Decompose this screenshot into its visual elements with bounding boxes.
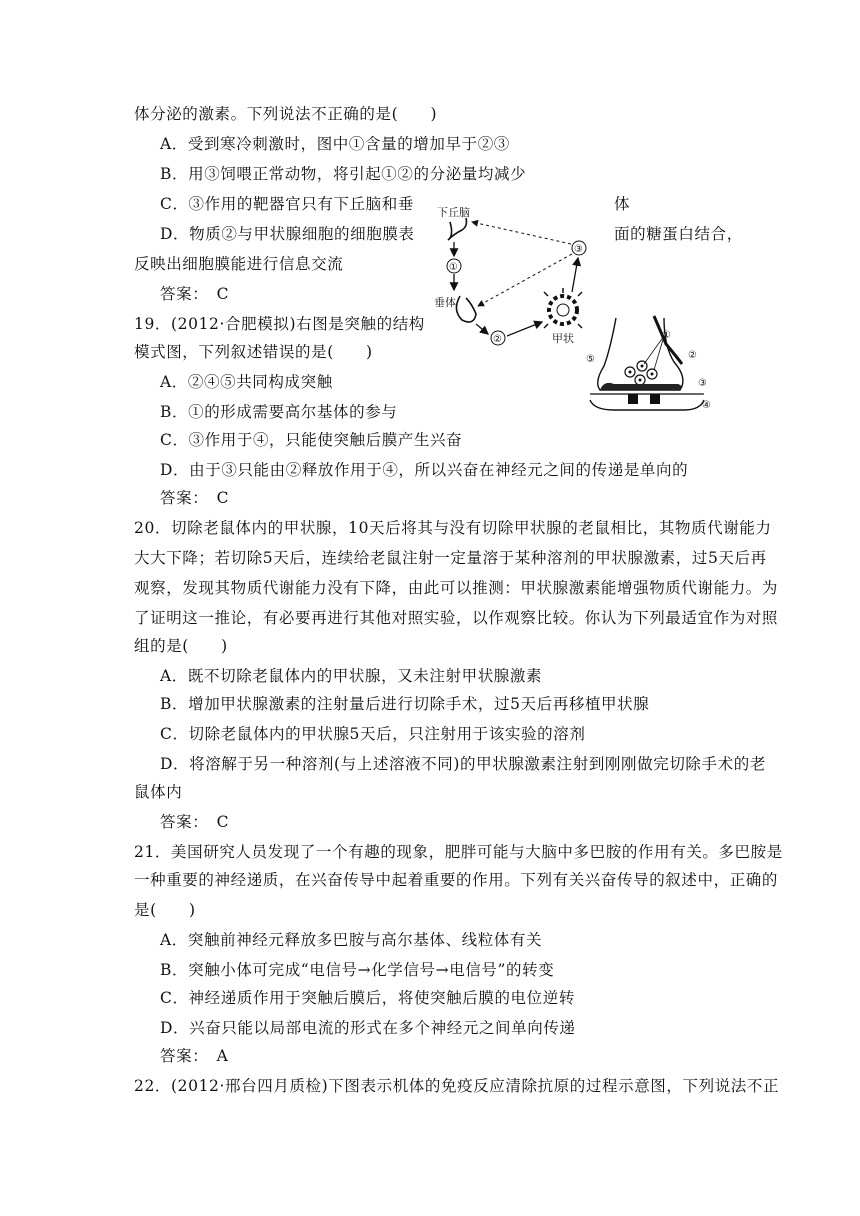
q21-option-b: B．突触小体可完成“电信号→化学信号→电信号”的转变 — [160, 961, 555, 979]
q21-stem-line2: 一种重要的神经递质，在兴奋传导中起着重要的作用。下列有关兴奋传导的叙述中，正确的 — [134, 871, 779, 889]
q21-stem-line1: 21．美国研究人员发现了一个有趣的现象，肥胖可能与大脑中多巴胺的作用有关。多巴胺是 — [134, 843, 783, 861]
q19-stem-line1: 19．(2012·合肥模拟)右图是突触的结构 — [134, 315, 425, 333]
q19-option-c: C．③作用于④，只能使突触后膜产生兴奋 — [160, 431, 463, 449]
q19-stem-line2: 模式图，下列叙述错误的是( ) — [134, 343, 373, 361]
q18-option-d: D．物质②与甲状腺细胞的细胞膜表 — [160, 225, 415, 243]
q20-option-b: B．增加甲状腺激素的注射量后进行切除手术，过5天后再移植甲状腺 — [160, 695, 650, 713]
label-hypothalamus: 下丘脑 — [437, 206, 470, 219]
q18-option-c: C．③作用的靶器官只有下丘脑和垂 — [160, 195, 414, 213]
q18-answer: 答案： C — [160, 285, 230, 303]
label-pituitary: 垂体 — [434, 296, 456, 309]
q18-stem-tail: 体分泌的激素。下列说法不正确的是( ) — [134, 105, 438, 123]
receptor-right — [650, 394, 660, 404]
q22-stem-line1: 22．(2012·邢台四月质检)下图表示机体的免疫反应清除抗原的过程示意图，下列说法不正 — [134, 1077, 780, 1095]
q18-option-b: B．用③饲喂正常动物，将引起①②的分泌量均减少 — [160, 165, 527, 183]
q18-option-d-tail: 面的糖蛋白结合， — [614, 225, 743, 243]
synaptic-vesicles — [625, 361, 657, 385]
label-thyroid: 甲状 — [552, 332, 574, 345]
synapse-marker-3: ③ — [698, 378, 707, 389]
hypothalamus-shape — [448, 218, 467, 240]
q20-stem-line4: 了证明这一推论，有必要再进行其他对照实验，以作观察比较。你认为下列最适宜作为对照 — [134, 609, 779, 627]
q21-option-d: D．兴奋只能以局部电流的形式在多个神经元之间单向传递 — [160, 1019, 576, 1037]
q20-stem-line2: 大大下降；若切除5天后，连续给老鼠注射一定量溶于某种溶剂的甲状腺激素，过5天后再 — [134, 549, 767, 567]
q19-option-a: A．②④⑤共同构成突触 — [160, 373, 333, 391]
q20-option-d-line2: 鼠体内 — [134, 783, 183, 801]
pituitary-shape — [456, 296, 476, 322]
marker-1: ① — [449, 262, 458, 273]
q19-option-d: D．由于③只能由②释放作用于④，所以兴奋在神经元之间的传递是单向的 — [160, 461, 689, 479]
synapse-marker-4: ④ — [702, 400, 711, 411]
q19-answer: 答案： C — [160, 489, 230, 507]
synapse-marker-2: ② — [688, 350, 697, 361]
thyroid-shape — [544, 288, 582, 328]
q21-answer: 答案： A — [160, 1047, 229, 1065]
q18-option-a: A．受到寒冷刺激时，图中①含量的增加早于②③ — [160, 135, 510, 153]
q21-option-a: A．突触前神经元释放多巴胺与高尔基体、线粒体有关 — [160, 931, 543, 949]
receptor-left — [628, 394, 638, 404]
marker-2: ② — [493, 334, 502, 345]
synapse-diagram — [584, 310, 724, 420]
synapse-marker-5: ⑤ — [586, 354, 595, 365]
q20-answer: 答案： C — [160, 813, 230, 831]
postsynaptic-membrane — [590, 400, 704, 410]
q18-option-c-tail: 体 — [614, 195, 631, 213]
q21-option-c: C．神经递质作用于突触后膜后，将使突触后膜的电位逆转 — [160, 989, 575, 1007]
q20-stem-line3: 观察，发现其物质代谢能力没有下降，由此可以推测：甲状腺激素能增强物质代谢能力。为 — [134, 579, 779, 597]
synapse-marker-1: ① — [662, 330, 671, 341]
q20-option-a: A．既不切除老鼠体内的甲状腺，又未注射甲状腺激素 — [160, 667, 543, 685]
q18-option-d-line2: 反映出细胞膜能进行信息交流 — [134, 255, 344, 273]
q21-stem-line3: 是( ) — [134, 901, 196, 919]
q19-option-b: B．①的形成需要高尔基体的参与 — [160, 403, 398, 421]
q20-option-c: C．切除老鼠体内的甲状腺5天后，只注射用于该实验的溶剂 — [160, 725, 586, 743]
marker-3: ③ — [574, 244, 583, 255]
q20-option-d: D．将溶解于另一种溶剂(与上述溶液不同)的甲状腺激素注射到刚刚做完切除手术的老 — [160, 755, 766, 773]
q20-stem-line5: 组的是( ) — [134, 637, 228, 655]
q20-stem-line1: 20．切除老鼠体内的甲状腺，10天后将其与没有切除甲状腺的老鼠相比，其物质代谢能力 — [134, 519, 772, 537]
